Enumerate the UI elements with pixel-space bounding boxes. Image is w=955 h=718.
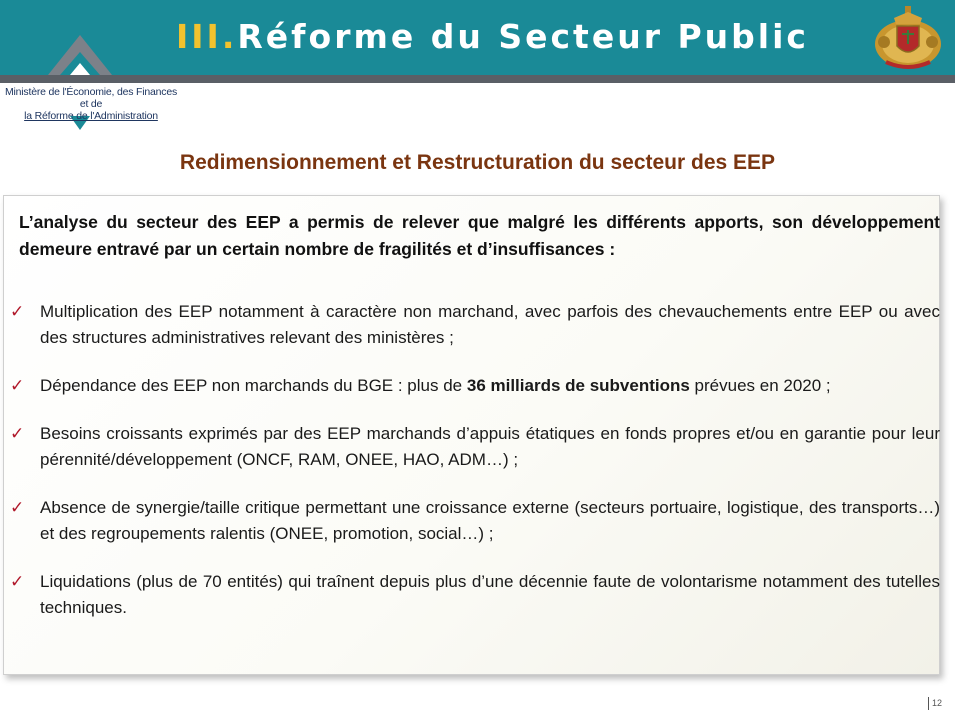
bullet-text: Multiplication des EEP notamment à caractère non marchand, avec parfois des chevauchements entre EEP ou avec des structures administratives relevant des ministères ; xyxy=(40,302,940,347)
check-icon: ✓ xyxy=(10,572,25,592)
bullet-text: Besoins croissants exprimés par des EEP marchands d’appuis étatiques en fonds propres et/ou en garantie pour leur pérennité/développement (ONCF, RAM, ONEE, HAO, ADM…) ; xyxy=(40,424,940,469)
check-icon: ✓ xyxy=(10,424,25,444)
bullet-text-bold: 36 milliards de subventions xyxy=(466,376,690,395)
ministry-name-line2: la Réforme de l'Administration xyxy=(24,110,158,122)
ministry-name-line1: Ministère de l'Économie, des Finances et de xyxy=(4,86,178,110)
section-subtitle: Redimensionnement et Restructuration du secteur des EEP xyxy=(179,151,776,174)
bullet-text-prefix: Dépendance des EEP non marchands du BGE : plus de xyxy=(40,376,467,395)
intro-paragraph: L’analyse du secteur des EEP a permis de relever que malgré les différents apports, son développement demeure entravé par un certain nombre de fragilités et d’insuffisances : xyxy=(19,212,940,259)
bullet-list xyxy=(10,299,940,621)
list-item xyxy=(10,569,940,621)
check-icon: ✓ xyxy=(10,498,25,518)
list-item xyxy=(10,299,940,351)
page-number-divider xyxy=(928,697,929,710)
ministry-name xyxy=(0,86,182,122)
royal-emblem-icon xyxy=(872,4,944,72)
bullet-text: Liquidations (plus de 70 entités) qui traînent depuis plus d’une décennie faute de volontarisme notamment des tutelles techniques. xyxy=(40,572,940,617)
list-item xyxy=(10,421,940,473)
check-icon: ✓ xyxy=(10,302,25,322)
check-icon: ✓ xyxy=(10,376,25,396)
list-item xyxy=(10,373,940,399)
title-text: Réforme du Secteur Public xyxy=(237,17,809,56)
list-item xyxy=(10,495,940,547)
slide-title xyxy=(176,17,809,56)
bullet-text: Absence de synergie/taille critique permettant une croissance externe (secteurs portuaire, logistique, des transports…) et des regroupements ralentis (ONEE, promotion, social…) ; xyxy=(40,498,940,543)
bullet-text-suffix: prévues en 2020 ; xyxy=(689,376,831,395)
title-number: III. xyxy=(176,17,238,56)
page-number: 12 xyxy=(932,698,943,708)
